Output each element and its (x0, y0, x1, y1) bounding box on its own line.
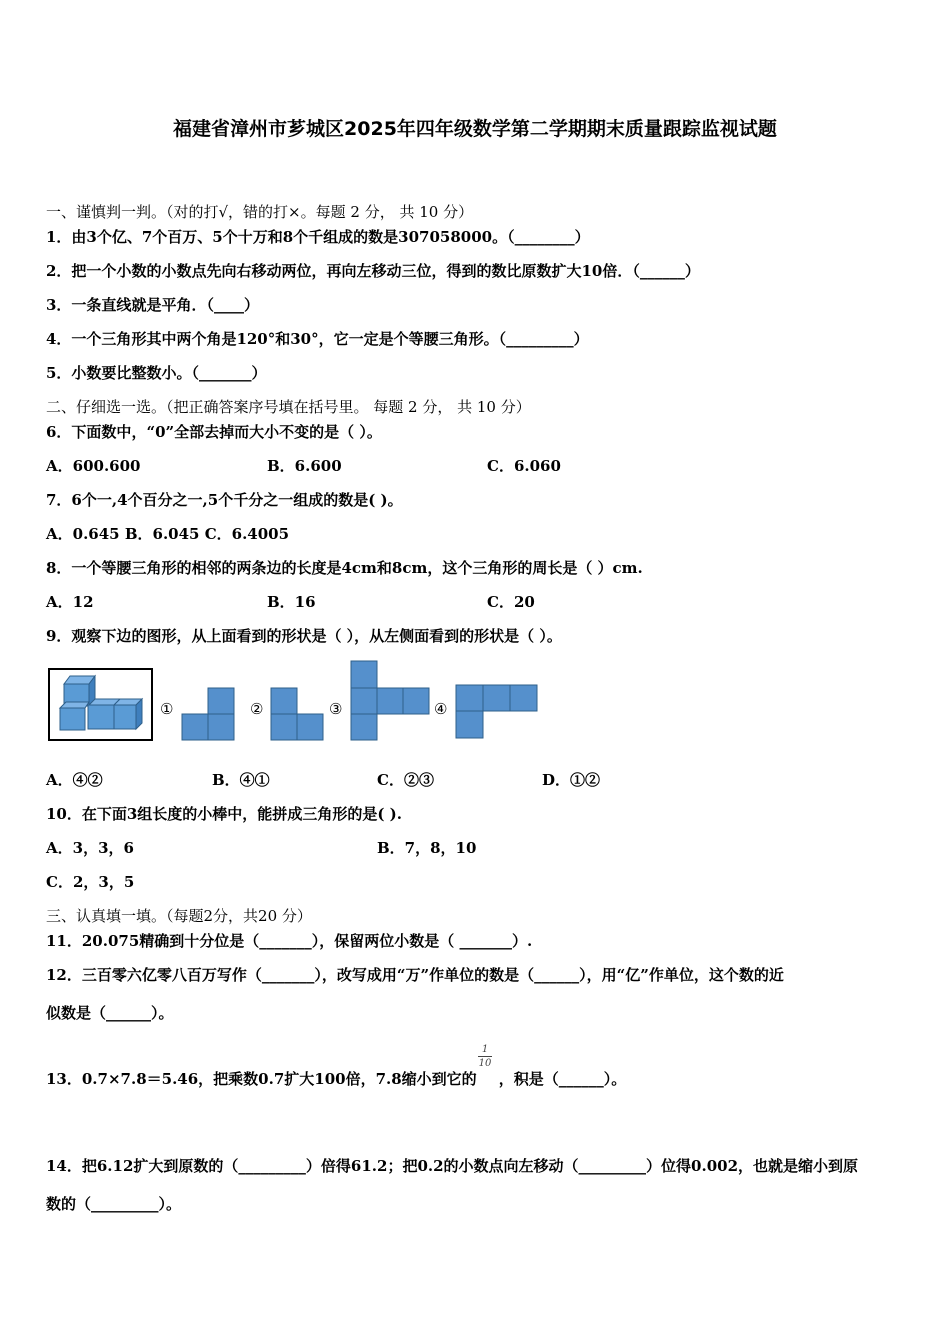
question-8: 8．一个等腰三角形的相邻的两条边的长度是4cm和8cm，这个三角形的周长是（ ）cm. (46, 559, 643, 577)
q9-option-c: C．②③ (377, 771, 434, 789)
question-13 (46, 1069, 626, 1089)
q8-option-a: A．12 (46, 593, 94, 611)
figure-label-3: ③ (329, 700, 343, 718)
fraction-numerator: 1 (481, 1044, 489, 1055)
q9-option-d: D．①② (542, 771, 601, 789)
section-3-heading: 三、认真填一填。（每题2分，共20 分） (46, 907, 312, 925)
page-title: 福建省漳州市芗城区2025年四年级数学第二学期期末质量跟踪监视试题 (173, 118, 777, 140)
q6-option-c: C．6.060 (487, 457, 561, 475)
question-14-line-2: 数的（_________）。 (46, 1195, 182, 1213)
question-13-text: 13．0.7×7.8＝5.46，把乘数0.7扩大100倍，7.8缩小到它的 (46, 1070, 477, 1088)
view-1 (182, 688, 234, 740)
q8-option-b: B．16 (267, 593, 316, 611)
question-1: 1．由3个亿、7个百万、5个十万和8个千组成的数是307058000。（________） (46, 228, 590, 246)
figure-label-4: ④ (434, 700, 448, 718)
figure-label-2: ② (250, 700, 264, 718)
q6-option-a: A．600.600 (46, 457, 141, 475)
q7-options: A．0.645 B．6.045 C．6.4005 (46, 525, 290, 543)
question-5: 5．小数要比整数小。（_______） (46, 364, 267, 382)
q8-option-c: C．20 (487, 593, 535, 611)
question-2: 2．把一个小数的小数点先向右移动两位，再向左移动三位，得到的数比原数扩大10倍．（______） (46, 262, 700, 280)
view-2 (271, 688, 323, 740)
section-1-heading: 一、谨慎判一判。（对的打√，错的打×。每题 2 分， 共 10 分） (46, 203, 474, 221)
q10-option-b: B．7，8，10 (377, 839, 477, 857)
view-4 (456, 685, 537, 738)
fraction-one-tenth (476, 1044, 494, 1069)
q10-option-c: C．2，3，5 (46, 873, 135, 891)
question-6: 6．下面数中，“0”全部去掉而大小不变的是（ ）。 (46, 423, 382, 441)
question-10: 10．在下面3组长度的小棒中，能拼成三角形的是( ). (46, 805, 402, 823)
question-14-line-1: 14．把6.12扩大到原数的（_________）倍得61.2；把0.2的小数点向左移动（_________）位得0.002，也就是缩小到原 (46, 1157, 859, 1175)
question-4: 4．一个三角形其中两个角是120°和30°，它一定是个等腰三角形。（_________） (46, 330, 589, 348)
question-12-line-2: 似数是（______）。 (46, 1004, 174, 1022)
question-13-tail: ，积是（______）。 (498, 1070, 627, 1088)
question-12-line-1: 12．三百零六亿零八百万写作（_______），改写成用“万”作单位的数是（______），用“亿”作单位，这个数的近 (46, 966, 784, 984)
section-2-heading: 二、仔细选一选。（把正确答案序号填在括号里。 每题 2 分， 共 10 分） (46, 398, 531, 416)
figure-label-1: ① (160, 700, 174, 718)
q9-option-b: B．④① (212, 771, 270, 789)
solid-figure (49, 669, 152, 740)
q9-option-a: A．④② (46, 771, 103, 789)
q10-option-a: A．3，3，6 (46, 839, 134, 857)
question-3: 3．一条直线就是平角．（____） (46, 296, 259, 314)
q6-option-b: B．6.600 (267, 457, 342, 475)
question-7: 7．6个一,4个百分之一,5个千分之一组成的数是( )。 (46, 491, 403, 509)
question-9: 9．观察下边的图形，从上面看到的形状是（ ），从左侧面看到的形状是（ ）。 (46, 627, 562, 645)
question-11: 11．20.075精确到十分位是（_______），保留两位小数是（ _______）. (46, 932, 533, 950)
fraction-denominator: 10 (478, 1058, 492, 1069)
view-3 (351, 661, 429, 740)
